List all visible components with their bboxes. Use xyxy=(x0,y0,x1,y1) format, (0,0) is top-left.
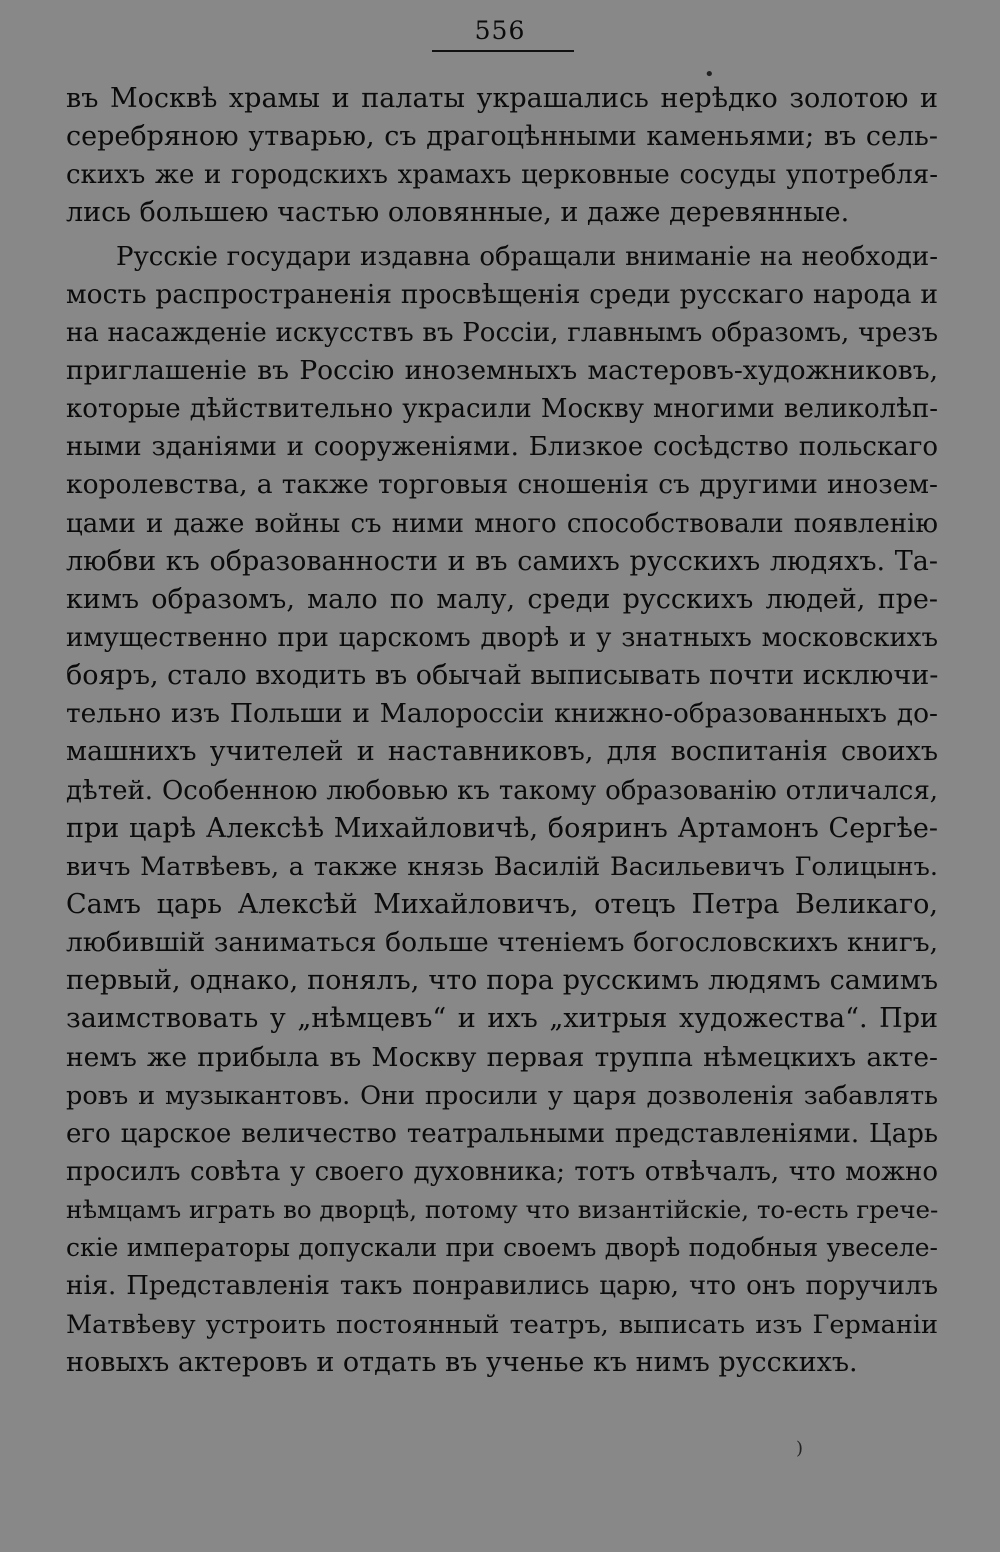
text-line: въ Москвѣ храмы и палаты украшались нерѣдко золотою и xyxy=(66,83,938,114)
text-line: королевства, а также торговыя сношенія съ другими инозем- xyxy=(66,469,938,501)
text-line: которые дѣйствительно украсили Москву многими великолѣп- xyxy=(66,394,938,425)
text-line: немъ же прибыла въ Москву первая труппа нѣмецкихъ акте- xyxy=(66,1041,938,1073)
text-line: бояръ, стало входить въ обычай выписывать почти исключи- xyxy=(66,660,939,692)
text-line: ровъ и музыкантовъ. Они просили у царя дозволенія забавлять xyxy=(66,1080,938,1111)
text-line: на насажденіе искусствъ въ Россіи, главнымъ образомъ, чрезъ xyxy=(66,317,938,348)
text-line: цами и даже войны съ ними много способствовали появленію xyxy=(66,508,938,539)
text-line: заимствовать у „нѣмцевъ“ и ихъ „хитрыя художества“. При xyxy=(66,1003,938,1035)
stray-mark-bottom: ) xyxy=(796,1438,804,1459)
paragraph xyxy=(66,238,938,1382)
text-line: вичъ Матвѣевъ, а также князь Василій Васильевичъ Голицынъ. xyxy=(66,851,938,882)
text-line: первый, однако, понялъ, что пора русскимъ людямъ самимъ xyxy=(66,965,938,997)
text-line: нѣмцамъ играть во дворцѣ, потому что византійскіе, то-есть грече- xyxy=(66,1195,939,1225)
text-line: приглашеніе въ Россію иноземныхъ мастеровъ-художниковъ, xyxy=(66,354,938,386)
text-line: нія. Представленія такъ понравились царю, что онъ поручилъ xyxy=(66,1271,938,1302)
text-line: Самъ царь Алексѣй Михайловичъ, отецъ Петра Великаго, xyxy=(66,888,938,920)
text-line: скіе императоры допускали при своемъ дворѣ подобныя увеселе- xyxy=(66,1233,938,1263)
stray-mark-top: • xyxy=(704,64,715,85)
text-line: Русскіе государи издавна обращали вниманіе на необходи- xyxy=(116,241,938,272)
text-line: при царѣ Алексѣѣ Михайловичѣ, бояринъ Артамонъ Сергѣе- xyxy=(66,812,938,844)
text-line: любившій заниматься больше чтеніемъ богословскихъ книгъ, xyxy=(66,927,938,959)
header-rule xyxy=(432,50,574,52)
text-line: кимъ образомъ, мало по малу, среди русскихъ людей, пре- xyxy=(66,583,938,615)
page-number: 556 xyxy=(474,16,526,45)
text-line: лись большею частью оловянные, и даже деревянные. xyxy=(66,197,850,229)
text-line: имущественно при царскомъ дворѣ и у знатныхъ московскихъ xyxy=(66,622,938,653)
text-line: его царское величество театральными представленіями. Царь xyxy=(66,1118,938,1149)
text-line: серебряною утварью, съ драгоцѣнными каменьями; въ сель- xyxy=(66,121,938,153)
text-line: просилъ совѣта у своего духовника; тотъ отвѣчалъ, что можно xyxy=(66,1156,938,1187)
text-line: новыхъ актеровъ и отдать въ ученье къ нимъ русскихъ. xyxy=(66,1346,858,1378)
body-text xyxy=(66,80,938,1382)
text-line: тельно изъ Польши и Малороссіи книжно-образованныхъ до- xyxy=(66,698,938,730)
text-line: дѣтей. Особенною любовью къ такому образованію отличался, xyxy=(66,775,938,806)
text-line: мость распространенія просвѣщенія среди русскаго народа и xyxy=(66,278,938,310)
text-line: любви къ образованности и въ самихъ русскихъ людяхъ. Та- xyxy=(66,545,938,577)
text-line: ными зданіями и сооруженіями. Близкое сосѣдство польскаго xyxy=(66,432,938,463)
paragraph xyxy=(66,80,938,233)
text-line: машнихъ учителей и наставниковъ, для воспитанія своихъ xyxy=(66,736,938,768)
text-line: скихъ же и городскихъ храмахъ церковные сосуды употребля- xyxy=(66,160,938,191)
text-line: Матвѣеву устроить постоянный театръ, выписать изъ Германіи xyxy=(66,1309,938,1340)
